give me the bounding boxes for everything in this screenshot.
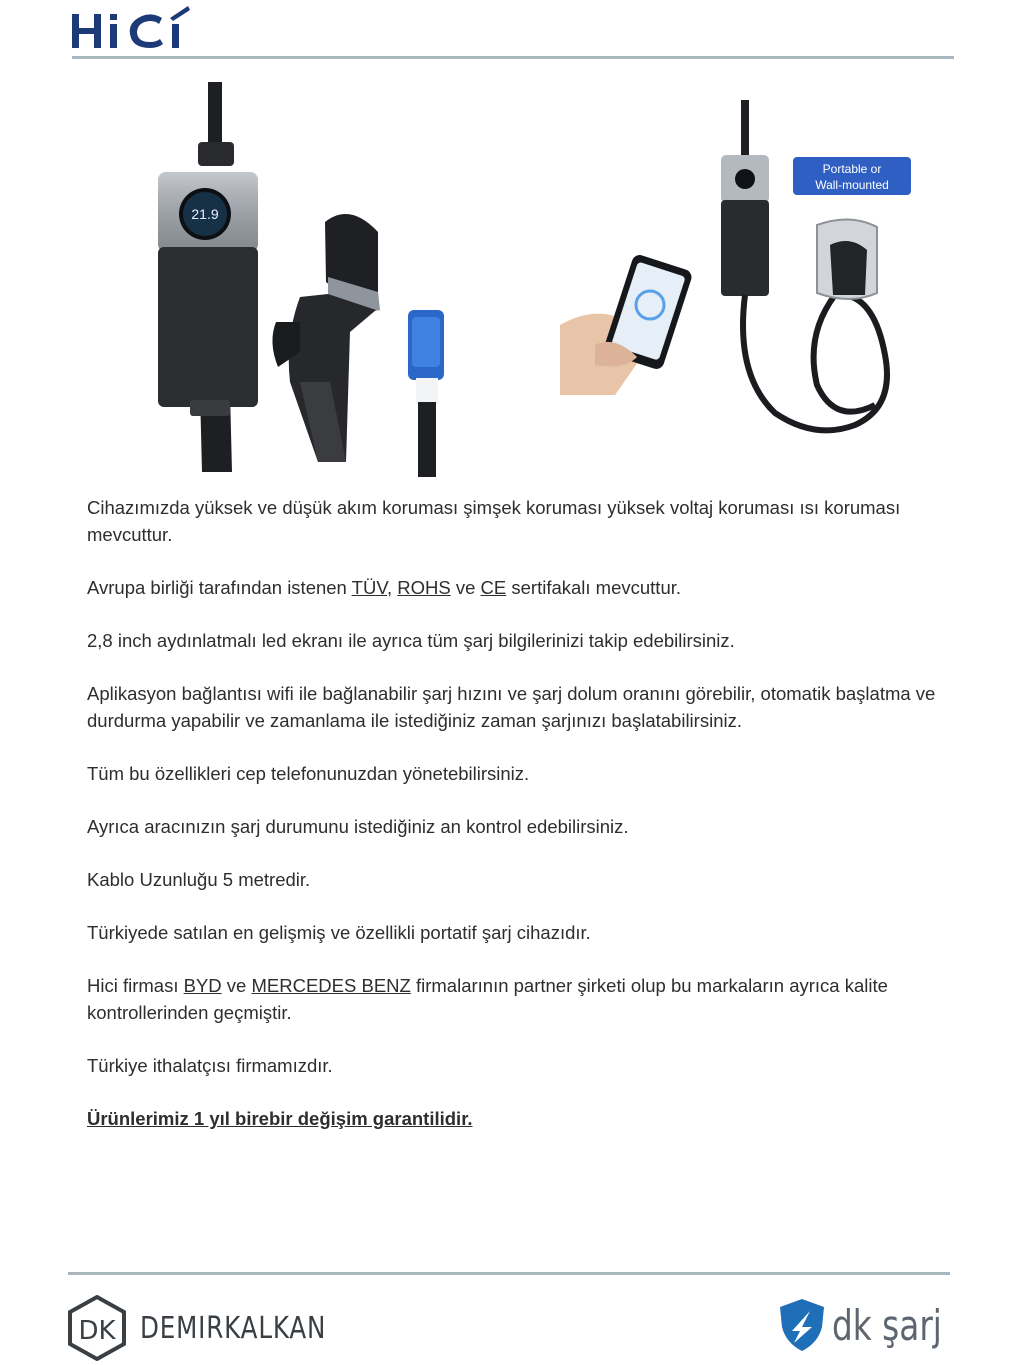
text-segment: ve [450, 577, 481, 598]
brand-text: HiCi [70, 2, 72, 3]
product-description [87, 494, 947, 1158]
mercedes-label: MERCEDES BENZ [251, 975, 411, 996]
paragraph-phone: Tüm bu özellikleri cep telefonunuzdan yönetebilirsiniz. [87, 763, 530, 784]
text-segment: Avrupa birliği tarafından istenen [87, 577, 352, 598]
screen-value: 21.9 [191, 206, 219, 222]
demirkalkan-logo [66, 1295, 367, 1361]
paragraph-protection: Cihazımızda yüksek ve düşük akım koruması şimşek koruması yüksek voltaj koruması ısı koruması mevcuttur. [87, 497, 901, 545]
dk-sarj-text: dk şarj [832, 1300, 942, 1350]
footer-divider [68, 1272, 950, 1275]
hici-logo [70, 2, 210, 54]
dk-mark: DK [78, 1316, 116, 1346]
shield-icon [778, 1297, 826, 1353]
dk-sarj-logo [778, 1292, 973, 1358]
paragraph-certificates [87, 574, 947, 601]
company-name: DEMIRKALKAN [140, 1310, 327, 1346]
paragraph-status: Ayrıca aracınızın şarj durumunu istediğiniz an kontrol edebilirsiniz. [87, 816, 629, 837]
badge-line-1: Portable or [822, 162, 882, 176]
text-segment: ve [221, 975, 252, 996]
byd-label: BYD [183, 975, 222, 996]
paragraph-partners [87, 972, 947, 1026]
text-segment: , [386, 577, 398, 598]
paragraph-screen: 2,8 inch aydınlatmalı led ekranı ile ayrıca tüm şarj bilgilerinizi takip edebilirsiniz. [87, 630, 735, 651]
warranty-text: Ürünlerimiz 1 yıl birebir değişim garantilidir. [87, 1108, 473, 1129]
ce-label: CE [480, 577, 507, 598]
tuv-label: TÜV [351, 577, 387, 598]
paragraph-advanced: Türkiyede satılan en gelişmiş ve özellikli portatif şarj cihazıdır. [87, 922, 591, 943]
badge-line-2: Wall-mounted [815, 178, 889, 192]
header-divider [72, 56, 954, 59]
rohs-label: ROHS [397, 577, 451, 598]
paragraph-app: Aplikasyon bağlantısı wifi ile bağlanabilir şarj hızını ve şarj dolum oranını görebilir, otomatik başlatma ve durdurma yapabilir ve zamanlama ile istediğiniz zaman şarjınızı başlatabilirsiniz. [87, 683, 936, 731]
paragraph-importer: Türkiye ithalatçısı firmamızdır. [87, 1055, 333, 1076]
text-segment: Hici firması [87, 975, 184, 996]
text-segment: firmalarının partner şirketi olup bu markaların ayrıca kalite kontrollerinden geçmiştir. [87, 975, 888, 1023]
paragraph-cable: Kablo Uzunluğu 5 metredir. [87, 869, 311, 890]
text-segment: sertifakalı mevcuttur. [506, 577, 682, 598]
dk-badge-icon [66, 1295, 128, 1361]
paragraph-warranty [87, 1105, 947, 1132]
charger-product-photo [150, 82, 460, 477]
app-and-wall-mount-photo [555, 95, 915, 455]
